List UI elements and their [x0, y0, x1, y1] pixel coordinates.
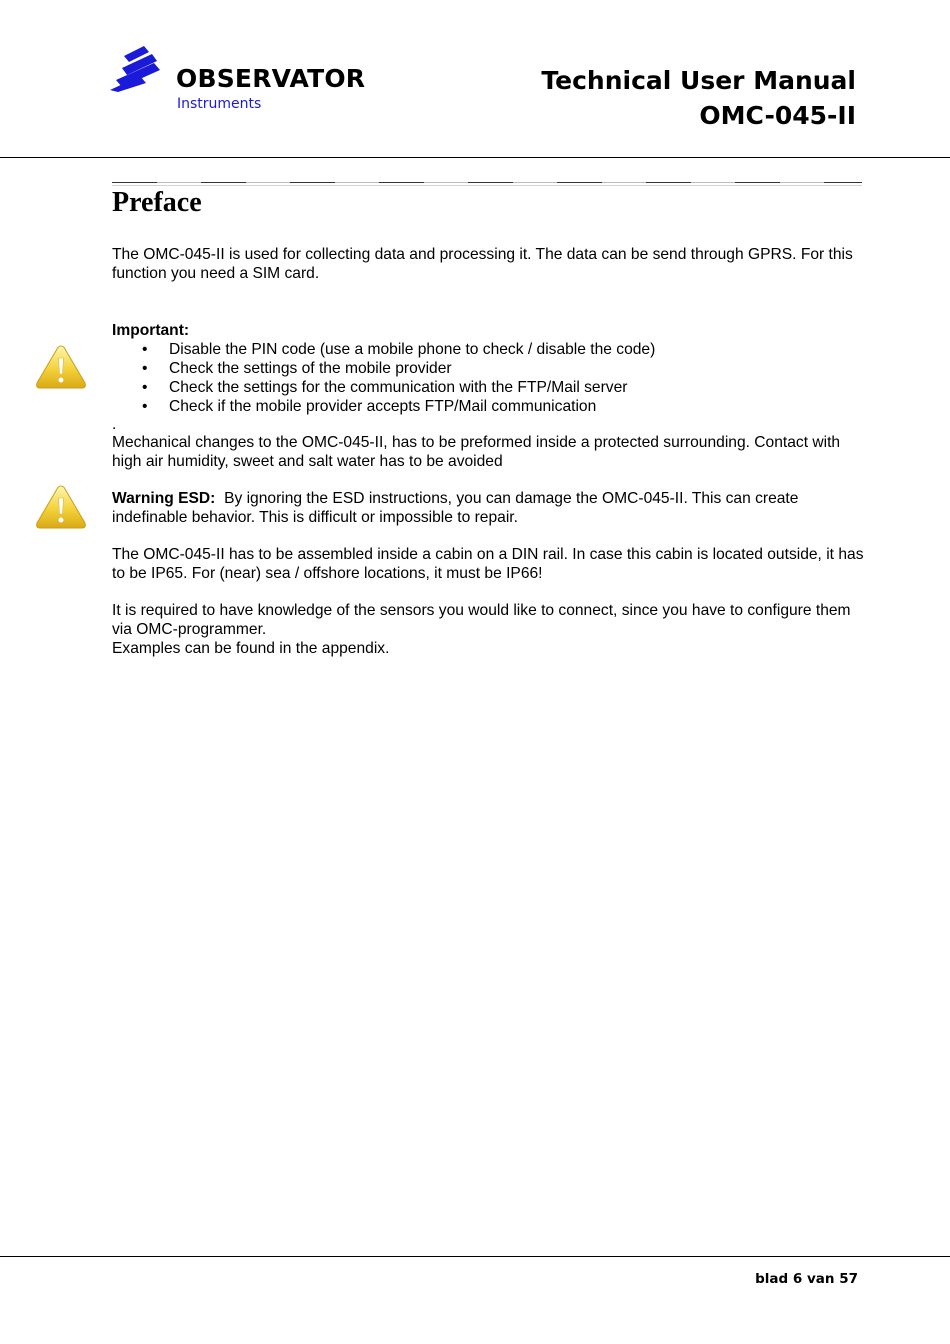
list-item: • Check the settings for the communication with the FTP/Mail server — [112, 378, 864, 397]
assembly-paragraph: The OMC-045-II has to be assembled inside a cabin on a DIN rail. In case this cabin is located outside, it has to be IP65. For (near) sea / offshore locations, it must be IP66! — [112, 546, 864, 582]
page-number: blad 6 van 57 — [755, 1271, 858, 1287]
stray-dot: . — [112, 416, 117, 433]
company-logo — [110, 46, 380, 116]
brand-name: OBSERVATOR — [176, 64, 366, 93]
body-content — [112, 245, 864, 658]
warning-paragraph — [112, 489, 864, 527]
intro-paragraph: The OMC-045-II is used for collecting data and processing it. The data can be send through GPRS. For this function you need a SIM card. — [112, 246, 853, 282]
warning-label: Warning ESD: — [112, 490, 216, 507]
list-item: • Check if the mobile provider accepts FTP/Mail communication — [112, 397, 864, 416]
important-label: Important: — [112, 322, 190, 339]
sensors-paragraph: It is required to have knowledge of the sensors you would like to connect, since you have to configure them via OMC-programmer. — [112, 602, 851, 638]
header-divider — [0, 157, 950, 158]
document-title — [541, 63, 856, 133]
section-divider — [112, 182, 862, 186]
document-title-line1: Technical User Manual — [541, 66, 856, 95]
list-item: • Check the settings of the mobile provider — [112, 359, 864, 378]
important-list — [112, 340, 864, 416]
observator-logo-icon — [110, 46, 162, 92]
section-heading: Preface — [112, 187, 202, 218]
document-title-line2: OMC-045-II — [699, 101, 856, 130]
footer-divider — [0, 1256, 950, 1257]
examples-paragraph: Examples can be found in the appendix. — [112, 640, 390, 657]
warning-triangle-icon — [35, 344, 87, 390]
mechanical-paragraph: Mechanical changes to the OMC-045-II, has to be preformed inside a protected surrounding. Contact with high air humidity, sweet and salt water has to be avoided — [112, 434, 841, 470]
warning-text: By ignoring the ESD instructions, you can damage the OMC-045-II. This can create indefinable behavior. This is difficult or impossible to repair. — [112, 490, 799, 526]
brand-subtitle: Instruments — [177, 96, 262, 112]
list-item: • Disable the PIN code (use a mobile phone to check / disable the code) — [112, 340, 864, 359]
warning-triangle-icon — [35, 484, 87, 530]
